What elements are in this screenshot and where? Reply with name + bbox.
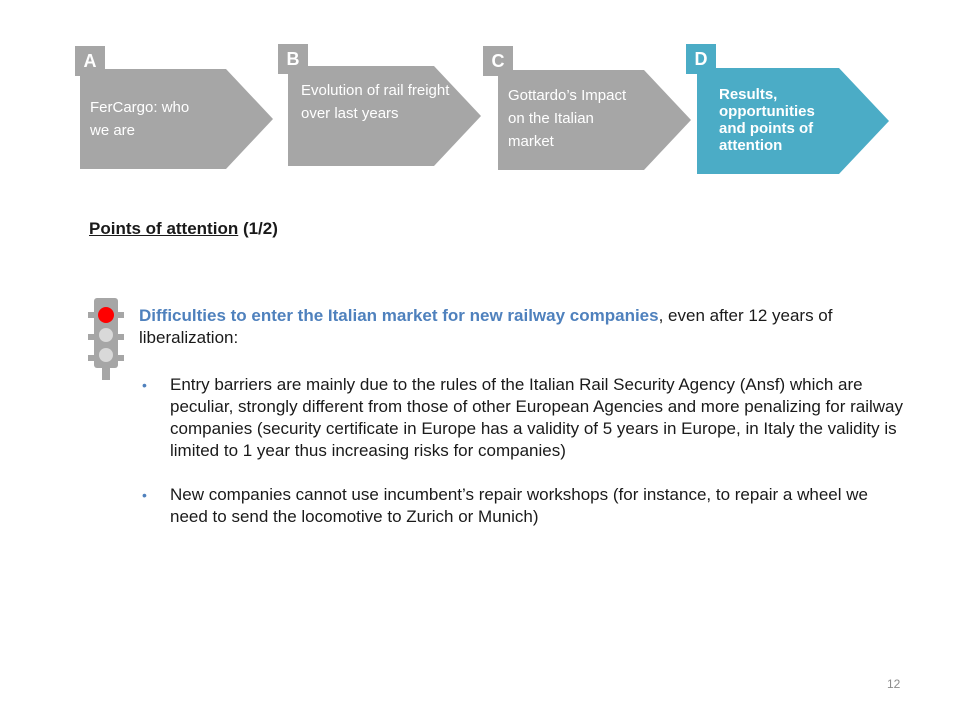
step-label: Gottardo’s Impact on the Italian market — [508, 87, 627, 150]
step-badge-b: B — [278, 44, 308, 74]
step-d — [697, 68, 891, 174]
step-badge-d: D — [686, 44, 716, 74]
red-light — [98, 307, 114, 323]
bullet-icon: • — [142, 377, 147, 393]
bullet-list — [139, 374, 909, 550]
list-item — [139, 484, 909, 528]
page-number: 12 — [887, 677, 901, 691]
intro-rest: , even after 12 years of liberalization: — [139, 306, 833, 347]
step-badge-c: C — [483, 46, 513, 76]
bullet-text: Entry barriers are mainly due to the rules of the Italian Rail Security Agency (Ansf) which are peculiar, strongly different from those of other European Agencies and more penalizing for railway companies (security certificate in Europe has a validity of 5 years in Europe, in Italy the validity is limited to 1 year thus increasing risks for companies) — [170, 375, 903, 460]
list-item — [139, 374, 909, 462]
step-c — [498, 70, 692, 170]
bullet-icon: • — [142, 487, 147, 503]
yellow-light — [99, 328, 113, 342]
intro-highlight: Difficulties to enter the Italian market for new railway companies — [139, 306, 659, 325]
step-label: Results, opportunities and points of attention — [719, 86, 815, 154]
title-underlined: Points of attention — [89, 219, 239, 238]
step-a — [80, 69, 274, 169]
title-suffix: (1/2) — [238, 219, 278, 238]
step-label: FerCargo: who we are — [90, 99, 190, 139]
green-light — [99, 348, 113, 362]
traffic-light-icon — [83, 298, 129, 382]
bullet-text: New companies cannot use incumbent’s repair workshops (for instance, to repair a wheel we need to send the locomotive to Zurich or Munich) — [170, 485, 868, 526]
intro-paragraph — [139, 305, 909, 349]
step-label: Evolution of rail freight over last years — [301, 82, 450, 122]
section-title — [89, 219, 278, 239]
step-badge-a: A — [75, 46, 105, 76]
step-b — [288, 66, 482, 166]
